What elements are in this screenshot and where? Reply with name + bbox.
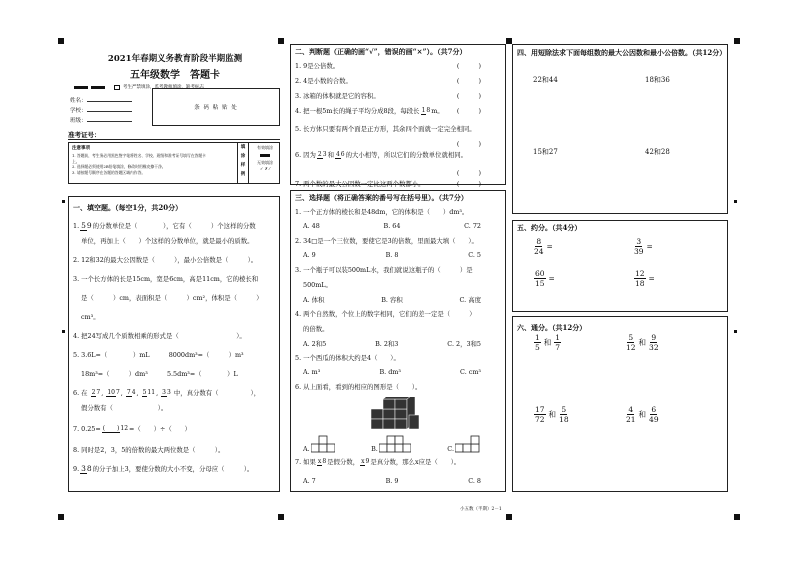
lcd-pair-1: $\frac{1}{5}$ 和 $\frac{1}{7}$ [535,333,561,352]
question-2: 2. 12和32的最大公因数是（ ），最小公倍数是（ ）。 [73,256,258,264]
side-mark [734,330,737,333]
mc-question-4-cont: 的倍数。 [303,325,329,333]
ticket-number[interactable]: 准考证号： [68,131,101,139]
cube-stack-figure [369,397,429,431]
section-simplify [512,220,728,312]
registration-mark [278,514,284,520]
invalid-fill-label: 无效填涂 [257,160,273,165]
question-3-unit: cm³。 [81,313,100,321]
registration-mark [58,38,64,44]
mc-question-2: 2. 34□是一个三位数，要使它是3的倍数，里面最大填（ ）。 [295,237,478,245]
section-multiple-choice [290,190,506,492]
question-6: 6. 在 27, 107, 74, 511, 33 中，真分数有（ ）， [73,389,261,397]
notes-box: 注意事项 1. 答题前，考生务必用黑色签字笔将姓名、学校、班级和准考证号填写在答题卡上。 2. 选择题必须使用2B铅笔填涂，修改时用橡皮擦干净。 3. 请按题号顺序在各题的答题区域内作答。 填 涂 样 例 有效填涂 无效填涂 ✓ ✗ ⁄ [68,142,280,184]
section-gcd-lcm [512,44,728,214]
tf-item-7: 7. 两个数的最大公因数一定比这两个数都小。 ( ) [295,180,481,188]
mc-options-7: A. 7 B. 9 C. 8 [303,477,481,485]
mc-question-6: 6. 从上面看，看到的相应的图形是（ ）。 [295,383,422,391]
tf-item-6: 6. 因为 23和 46的大小相等，所以它们的分数单位就相同。 [295,151,468,159]
question-8: 8. 同时是2，3，5的倍数的最大两位数是（ ）。 [73,446,225,454]
option-b-figure [379,435,411,453]
simplify-item-3: $\frac{60}{15}$ = [535,269,555,288]
valid-fill-label: 有效填涂 [257,145,273,150]
simplify-item-1: $\frac{8}{24}$ = [534,237,553,256]
question-6-cont: 假分数有（ ）。 [81,404,168,412]
barcode-label: 条 码 粘 贴 处 [194,105,238,111]
pair-42-28: 42和28 [645,148,670,156]
name-field[interactable]: 姓名： [70,96,132,106]
card-title [70,52,280,81]
side-mark [62,200,65,203]
mc-question-3-cont: 500mL。 [303,281,332,289]
section-title: 一、填空题。（每空1分，共20分） [73,203,183,212]
mc-question-4: 4. 两个自然数，个位上的数字相同，它们的差一定是（ ） [295,310,476,318]
question-3-cont: 是（ ）cm，表面积是（ ）cm²，体积是（ ） [81,294,263,302]
tf-item-6-paren: ( ) [456,169,481,177]
question-5-cont: 18m³=（ ）dm³ 5.5dm³=（ ）L [81,370,238,378]
lcd-pair-2: $\frac{5}{12}$ 和 $\frac{9}{32}$ [626,333,659,352]
tf-item-2: 2. 4是小数的合数。 ( ) [295,77,481,85]
pair-22-44: 22和44 [533,76,558,84]
mc-question-5: 5. 一个西瓜的体积大约是4（ ）。 [295,354,400,362]
tf-item-4: 4. 把一根5m长的绳子平均分成8段，每段长 18m。 ( ) [295,107,481,115]
school-field[interactable]: 学校： [70,106,132,116]
mc-question-3: 3. 一个瓶子可以装500mL水，我们就说这瓶子的（ ）是 [295,266,473,274]
tf-item-1: 1. 9是公倍数。 ( ) [295,62,481,70]
question-3: 3. 一个长方体的长是15cm，宽是6cm，高是11cm，它的棱长和 [73,275,259,283]
section-title: 三、选择题（将正确答案的番号写在括号里）。（共7分） [295,193,468,202]
section-true-false [290,44,506,188]
mc-options-2: A. 9 B. 8 C. 5 [303,251,481,259]
mc-options-1: A. 48 B. 64 C. 72 [303,222,481,230]
question-1: 1. 59的分数单位是（ ），它有（ ）个这样的分数 [73,221,256,230]
valid-fill-mark [260,154,270,157]
invalid-fill-mark: ✓ ✗ ⁄ [260,166,270,171]
pair-15-27: 15和27 [533,148,558,156]
mc-options-5: A. m³ B. dm³ C. cm³ [303,368,481,376]
tf-item-5: 5. 长方体只要有两个面是正方形，其余四个面就一定完全相同。 [295,125,476,133]
lcd-pair-3: $\frac{17}{72}$ 和 $\frac{5}{18}$ [535,405,569,424]
mc-question-7: 7. 如果 x8是假分数， x9是真分数，那么x应是（ ）。 [295,458,461,466]
side-mark [62,330,65,333]
pair-18-36: 18和36 [645,76,670,84]
question-1-cont: 单位，再加上（ ）个这样的分数单位，就是最小的质数。 [81,237,254,245]
registration-mark [734,514,740,520]
section-common-denominator [512,316,728,492]
exam-title: 2021年春期义务教育阶段半期监测 [107,54,243,64]
simplify-item-2: $\frac{3}{39}$ = [634,237,653,256]
question-4: 4. 把24写成几个质数相乘的形式是（ ）。 [73,332,246,340]
side-mark [734,200,737,203]
section-title: 二、判断题（正确的画“√”，错误的画“×”）。（共7分） [295,47,467,56]
absent-notice: 考生严禁填涂，监考教师填涂，缺考标志 [123,85,204,90]
option-a-figure [311,435,335,453]
barcode-area [152,88,280,126]
view-options: A. B. C. [291,431,505,453]
registration-mark [58,514,64,520]
section-fill-blank [68,196,280,492]
simplify-item-4: $\frac{12}{18}$ = [635,269,655,288]
section-title: 六、通分。（共12分） [517,323,587,332]
registration-mark [734,38,740,44]
registration-mark [506,514,512,520]
class-field[interactable]: 班级： [70,116,132,126]
section-title: 四、用短除法求下面每组数的最大公因数和最小公倍数。（共12分） [517,48,727,57]
subject-title: 五年级数学 答题卡 [130,70,220,81]
page-footer: 小五数（半期）2－1 [460,507,502,512]
question-9: 9. 38的分子加上3，要使分数的大小不变，分母应（ ）。 [73,464,254,473]
mc-options-4: A. 2和5 B. 2和3 C. 2，3和5 [303,340,481,348]
mc-question-1: 1. 一个正方体的棱长和是48dm，它的体积是（ ）dm³。 [295,208,469,216]
fill-example: 填 涂 样 例 [237,143,249,183]
mc-options-3: A. 体积 B. 容积 C. 高度 [303,296,481,304]
tf-item-5-paren: ( ) [456,140,481,148]
tf-item-3: 3. 冰箱的体积就是它的容积。 ( ) [295,92,481,100]
section-title: 五、约分。（共4分） [517,223,582,232]
lcd-pair-4: $\frac{4}{21}$ 和 $\frac{6}{49}$ [626,405,659,424]
question-7: 7. 0.25= ( )12=（ ）÷（ ） [73,425,191,433]
student-info [70,96,132,126]
notes-title: 注意事项 [72,146,90,151]
option-c-figure [455,435,481,453]
question-5: 5. 3.6L=（ ）mL 8000dm³=（ ）m³ [73,351,244,359]
registration-mark [278,38,284,44]
